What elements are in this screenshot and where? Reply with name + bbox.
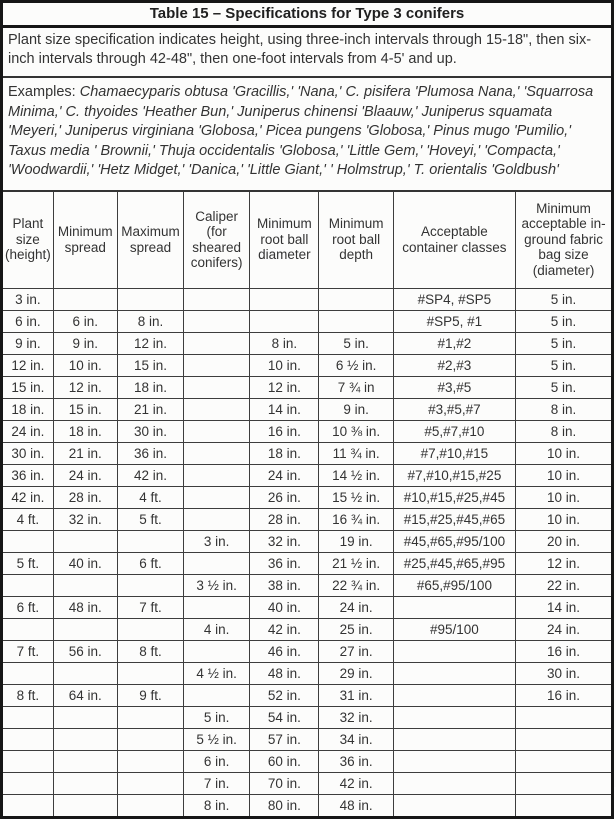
table-cell: 38 in. (250, 574, 319, 596)
table-cell: 5 in. (184, 706, 250, 728)
table-cell (393, 772, 515, 794)
table-row (3, 706, 611, 728)
column-header: Plant size (height) (3, 192, 53, 289)
table-cell: 5 in. (516, 376, 611, 398)
table-cell: 64 in. (53, 684, 117, 706)
table-row (3, 442, 611, 464)
table-cell: 4 ft. (117, 486, 183, 508)
table-cell: 14 ½ in. (319, 464, 393, 486)
table-cell: 24 in. (319, 596, 393, 618)
table-cell: 21 ½ in. (319, 552, 393, 574)
table-cell: 5 in. (319, 332, 393, 354)
column-header: Minimum root ball depth (319, 192, 393, 289)
column-header: Caliper (for sheared conifers) (184, 192, 250, 289)
table-body (3, 288, 611, 816)
table-cell: 29 in. (319, 662, 393, 684)
table-cell: 4 ft. (3, 508, 53, 530)
table-row (3, 486, 611, 508)
table-cell (184, 398, 250, 420)
table-cell (319, 310, 393, 332)
table-row (3, 464, 611, 486)
table-cell: 6 ft. (3, 596, 53, 618)
table-cell: 54 in. (250, 706, 319, 728)
table-cell: 5 ft. (3, 552, 53, 574)
table-cell: 48 in. (53, 596, 117, 618)
table-row (3, 750, 611, 772)
table-cell: 36 in. (117, 442, 183, 464)
table-cell (184, 332, 250, 354)
table-cell: 9 ft. (117, 684, 183, 706)
table-cell (393, 794, 515, 816)
table-cell: 11 ¾ in. (319, 442, 393, 464)
table-cell (117, 794, 183, 816)
table-cell (184, 508, 250, 530)
table-cell: 15 in. (53, 398, 117, 420)
table-cell: 10 in. (250, 354, 319, 376)
table-row (3, 530, 611, 552)
table-cell: 15 in. (3, 376, 53, 398)
table-cell: 48 in. (250, 662, 319, 684)
table-cell (516, 728, 611, 750)
table-cell: 24 in. (53, 464, 117, 486)
table-cell: 8 ft. (3, 684, 53, 706)
table-cell (53, 662, 117, 684)
table-cell: 4 ½ in. (184, 662, 250, 684)
table-cell: #10,#15,#25,#45 (393, 486, 515, 508)
table-cell: #45,#65,#95/100 (393, 530, 515, 552)
table-cell (393, 640, 515, 662)
table-cell: 21 in. (53, 442, 117, 464)
column-header: Acceptable container classes (393, 192, 515, 289)
table-row (3, 728, 611, 750)
table-cell: #2,#3 (393, 354, 515, 376)
table-cell: 3 ½ in. (184, 574, 250, 596)
table-cell: 56 in. (53, 640, 117, 662)
table-cell: 28 in. (250, 508, 319, 530)
table-cell: 34 in. (319, 728, 393, 750)
table-cell (393, 596, 515, 618)
table-cell: 42 in. (319, 772, 393, 794)
table-cell (53, 618, 117, 640)
table-cell: #25,#45,#65,#95 (393, 552, 515, 574)
table-cell (53, 574, 117, 596)
table-row (3, 354, 611, 376)
table-cell: 24 in. (250, 464, 319, 486)
table-cell: 18 in. (3, 398, 53, 420)
table-cell: 6 ½ in. (319, 354, 393, 376)
table-cell (319, 288, 393, 310)
table-row (3, 398, 611, 420)
table-cell (250, 288, 319, 310)
table-cell (393, 684, 515, 706)
examples-text: Chamaecyparis obtusa 'Gracillis,' 'Nana,' C. pisifera 'Plumosa Nana,' 'Squarrosa Minima,' C. thyoides 'Heather Bun,' Juniperus chinensi 'Blaauw,' Juniperus squamata 'Meyeri,' Juniperus virginiana 'Globosa,' Picea pungens 'Globosa,' Pinus mugo 'Pumilio,' Taxus media ' Brownii,' Thuja occidentalis 'Globosa,' 'Little Gem,' 'Hoveyi,' 'Compacta,' 'Woodwardii,' 'Hetz Midget,' 'Danica,' 'Little Giant,' ' Holmstrup,' T. orientalis 'Goldbush' (8, 84, 594, 178)
table-cell: 27 in. (319, 640, 393, 662)
table-cell: 25 in. (319, 618, 393, 640)
table-cell: 9 in. (319, 398, 393, 420)
table-cell (117, 706, 183, 728)
table-cell: 10 in. (516, 442, 611, 464)
table-cell: 5 in. (516, 310, 611, 332)
table-cell (184, 420, 250, 442)
table-cell: 7 ft. (117, 596, 183, 618)
table-cell: 42 in. (3, 486, 53, 508)
table-cell (117, 728, 183, 750)
table-cell (184, 376, 250, 398)
table-cell: 36 in. (250, 552, 319, 574)
table-cell: 32 in. (53, 508, 117, 530)
table-cell: 6 ft. (117, 552, 183, 574)
table-cell: 5 in. (516, 288, 611, 310)
table-cell (516, 750, 611, 772)
table-cell (393, 662, 515, 684)
table-cell: 3 in. (3, 288, 53, 310)
table-cell (184, 354, 250, 376)
table-cell: 10 in. (516, 464, 611, 486)
specifications-table (3, 192, 611, 816)
table-cell: 22 in. (516, 574, 611, 596)
table-cell: 8 in. (516, 420, 611, 442)
table-cell: 8 in. (117, 310, 183, 332)
table-cell (117, 772, 183, 794)
table-cell (3, 750, 53, 772)
table-cell: 52 in. (250, 684, 319, 706)
table-cell: 32 in. (250, 530, 319, 552)
table-cell: 12 in. (516, 552, 611, 574)
table-cell: 28 in. (53, 486, 117, 508)
table-cell: 14 in. (516, 596, 611, 618)
table-cell: 31 in. (319, 684, 393, 706)
table-cell: 30 in. (117, 420, 183, 442)
table-cell: 12 in. (250, 376, 319, 398)
table-cell: #SP4, #SP5 (393, 288, 515, 310)
table-row (3, 332, 611, 354)
table-cell: 6 in. (53, 310, 117, 332)
table-cell: 16 in. (516, 684, 611, 706)
table-cell: 7 ft. (3, 640, 53, 662)
table-cell (53, 772, 117, 794)
table-row (3, 508, 611, 530)
table-cell: 9 in. (53, 332, 117, 354)
table-cell (117, 574, 183, 596)
table-cell: 60 in. (250, 750, 319, 772)
table-cell (184, 310, 250, 332)
table-cell: #65,#95/100 (393, 574, 515, 596)
table-cell (53, 530, 117, 552)
table-cell (250, 310, 319, 332)
table-cell: 16 ¾ in. (319, 508, 393, 530)
table-cell: 16 in. (516, 640, 611, 662)
table-cell (184, 288, 250, 310)
table-cell: 42 in. (117, 464, 183, 486)
table-cell: 5 in. (516, 332, 611, 354)
table-cell (184, 442, 250, 464)
table-cell: 70 in. (250, 772, 319, 794)
table-cell: #7,#10,#15,#25 (393, 464, 515, 486)
table-cell (516, 706, 611, 728)
table-cell (3, 772, 53, 794)
table-cell: 20 in. (516, 530, 611, 552)
table-row (3, 618, 611, 640)
table-row (3, 794, 611, 816)
table-cell (117, 750, 183, 772)
table-cell: 8 in. (184, 794, 250, 816)
table-cell (53, 706, 117, 728)
table-cell: 40 in. (250, 596, 319, 618)
table-cell: 30 in. (516, 662, 611, 684)
table-cell: 48 in. (319, 794, 393, 816)
table-cell: 80 in. (250, 794, 319, 816)
table-cell: 26 in. (250, 486, 319, 508)
table-cell: 18 in. (117, 376, 183, 398)
table-cell: 15 in. (117, 354, 183, 376)
table-cell: 9 in. (3, 332, 53, 354)
table-cell: 12 in. (117, 332, 183, 354)
table-cell: 24 in. (516, 618, 611, 640)
table-cell: 7 ¾ in (319, 376, 393, 398)
table-cell: 19 in. (319, 530, 393, 552)
size-specification-note: Plant size specification indicates height, using three-inch intervals through 15-18", then six-inch intervals through 42-48", then one-foot intervals from 4-5' and up. (3, 28, 611, 78)
column-header: Minimum acceptable in-ground fabric bag size (diameter) (516, 192, 611, 289)
table-cell: #SP5, #1 (393, 310, 515, 332)
table-cell: #3,#5 (393, 376, 515, 398)
table-cell (3, 530, 53, 552)
table-row (3, 420, 611, 442)
table-cell (184, 640, 250, 662)
table-row (3, 596, 611, 618)
table-header-row (3, 192, 611, 289)
table-cell: 6 in. (3, 310, 53, 332)
table-cell: 15 ½ in. (319, 486, 393, 508)
table-cell: 24 in. (3, 420, 53, 442)
table-cell: #5,#7,#10 (393, 420, 515, 442)
table-cell: 5 in. (516, 354, 611, 376)
table-cell: 36 in. (319, 750, 393, 772)
table-cell (184, 464, 250, 486)
table-cell: #3,#5,#7 (393, 398, 515, 420)
table-cell: 5 ft. (117, 508, 183, 530)
table-cell (393, 750, 515, 772)
table-cell (3, 574, 53, 596)
table-cell (53, 750, 117, 772)
examples-label: Examples: (8, 84, 80, 100)
table-cell: 36 in. (3, 464, 53, 486)
table-cell: 14 in. (250, 398, 319, 420)
table-row (3, 552, 611, 574)
table-row (3, 772, 611, 794)
table-cell: 3 in. (184, 530, 250, 552)
table-cell: 32 in. (319, 706, 393, 728)
examples-paragraph (3, 78, 611, 192)
table-cell: 8 in. (516, 398, 611, 420)
table-cell (53, 288, 117, 310)
table-cell: 4 in. (184, 618, 250, 640)
table-cell (516, 794, 611, 816)
header-row (3, 192, 611, 289)
table-cell: 42 in. (250, 618, 319, 640)
table-cell: 10 in. (53, 354, 117, 376)
table-cell (184, 684, 250, 706)
table-row (3, 640, 611, 662)
table-cell: 18 in. (250, 442, 319, 464)
table-cell (3, 706, 53, 728)
table-row (3, 288, 611, 310)
table-cell: 22 ¾ in. (319, 574, 393, 596)
table-cell (117, 288, 183, 310)
table-cell: 18 in. (53, 420, 117, 442)
table-cell (184, 486, 250, 508)
table-cell: 10 in. (516, 486, 611, 508)
table-cell: 10 ⅜ in. (319, 420, 393, 442)
table-cell: 40 in. (53, 552, 117, 574)
table-cell (3, 794, 53, 816)
table-cell (3, 662, 53, 684)
table-cell (3, 728, 53, 750)
table-cell (184, 552, 250, 574)
table-cell (53, 728, 117, 750)
table-cell (117, 662, 183, 684)
table-cell (53, 794, 117, 816)
table-title: Table 15 – Specifications for Type 3 conifers (3, 3, 611, 28)
table-cell: 57 in. (250, 728, 319, 750)
table-cell: 6 in. (184, 750, 250, 772)
table-cell (3, 618, 53, 640)
table-row (3, 310, 611, 332)
table-cell: 8 ft. (117, 640, 183, 662)
column-header: Minimum spread (53, 192, 117, 289)
table-cell: #15,#25,#45,#65 (393, 508, 515, 530)
table-cell (184, 596, 250, 618)
table-cell (516, 772, 611, 794)
table-cell: 10 in. (516, 508, 611, 530)
table-cell: 5 ½ in. (184, 728, 250, 750)
table-cell: #95/100 (393, 618, 515, 640)
table-cell: 12 in. (3, 354, 53, 376)
table-cell: #1,#2 (393, 332, 515, 354)
column-header: Maximum spread (117, 192, 183, 289)
table-cell: 21 in. (117, 398, 183, 420)
table-cell: 8 in. (250, 332, 319, 354)
table-cell: 12 in. (53, 376, 117, 398)
table-cell (393, 706, 515, 728)
table-cell: 30 in. (3, 442, 53, 464)
column-header: Minimum root ball diameter (250, 192, 319, 289)
table-row (3, 662, 611, 684)
table-cell (117, 530, 183, 552)
table-cell (393, 728, 515, 750)
table-cell: 46 in. (250, 640, 319, 662)
table-row (3, 574, 611, 596)
table-cell: 16 in. (250, 420, 319, 442)
table-cell (117, 618, 183, 640)
table-cell: #7,#10,#15 (393, 442, 515, 464)
table-row (3, 376, 611, 398)
table-row (3, 684, 611, 706)
table-cell: 7 in. (184, 772, 250, 794)
